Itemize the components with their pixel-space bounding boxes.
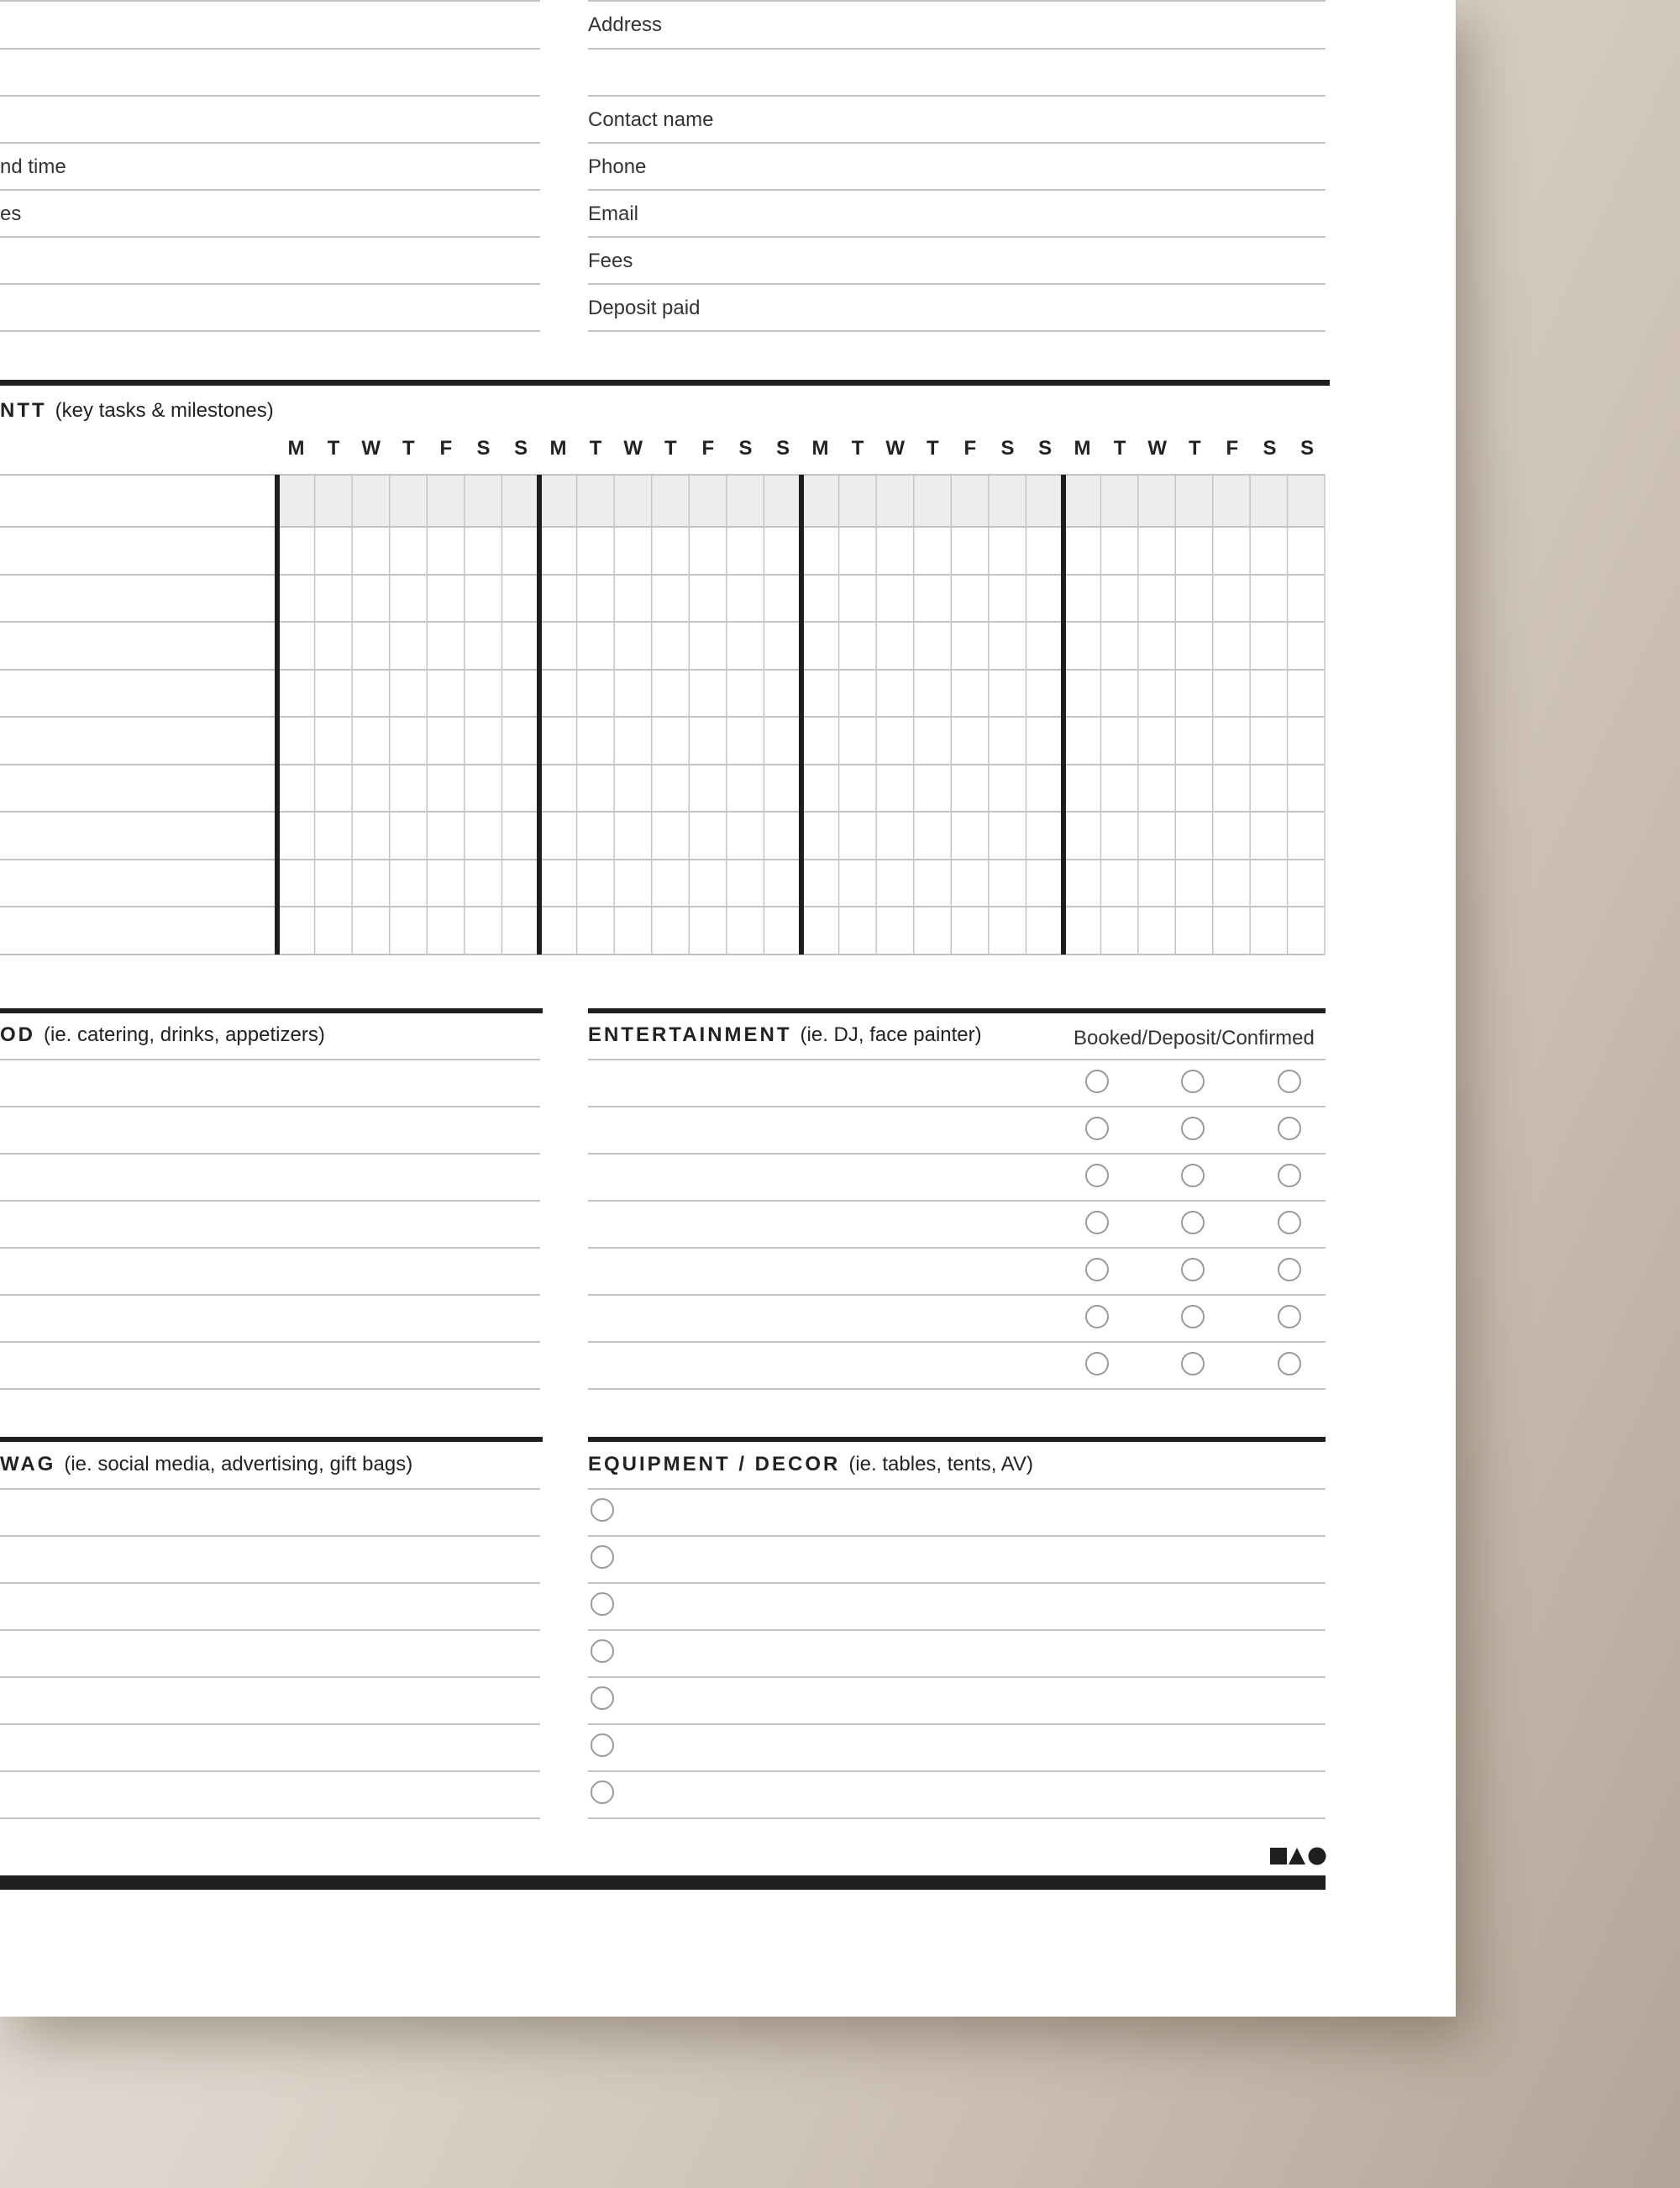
gantt-day-label: T [926,437,939,460]
status-column-header: Booked/Deposit/Confirmed [1074,1027,1315,1049]
equipment-check-circle[interactable] [591,1639,614,1663]
entertainment-line [588,1294,1326,1296]
gantt-day-label: T [851,437,864,460]
food-line [0,1059,540,1060]
left-field-label: es [0,202,22,225]
footer-bar [0,1875,1326,1890]
food-subtitle: (ie. catering, drinks, appetizers) [44,1023,325,1046]
deposit-status-circle[interactable] [1181,1211,1205,1234]
entertainment-line [588,1059,1326,1060]
swag-line [0,1629,540,1631]
equipment-line [588,1629,1326,1631]
confirmed-status-circle[interactable] [1278,1305,1301,1328]
deposit-status-circle[interactable] [1181,1117,1205,1140]
right-field-label: Email [588,202,639,225]
gantt-week-separator [537,475,542,955]
booked-status-circle[interactable] [1085,1211,1109,1234]
booked-status-circle[interactable] [1085,1164,1109,1187]
food-line [0,1153,540,1154]
gantt-week-separator [1061,475,1066,955]
deposit-status-circle[interactable] [1181,1258,1205,1281]
equipment-line [588,1723,1326,1725]
gantt-day-label: M [811,437,829,460]
equipment-line [588,1770,1326,1772]
gantt-day-label: S [1263,437,1277,460]
gantt-day-label: S [514,437,528,460]
confirmed-status-circle[interactable] [1278,1070,1301,1093]
right-field-label: Contact name [588,108,714,131]
booked-status-circle[interactable] [1085,1117,1109,1140]
confirmed-status-circle[interactable] [1278,1164,1301,1187]
swag-line [0,1535,540,1537]
gantt-day-label: M [287,437,305,460]
equipment-check-circle[interactable] [591,1686,614,1710]
food-line [0,1247,540,1249]
gantt-day-label: W [1147,437,1168,460]
deposit-status-circle[interactable] [1181,1070,1205,1093]
booked-status-circle[interactable] [1085,1352,1109,1375]
confirmed-status-circle[interactable] [1278,1211,1301,1234]
equipment-heading [588,1454,1033,1475]
equipment-check-circle[interactable] [591,1592,614,1616]
right-field-label: Fees [588,250,633,272]
food-title: OD [0,1023,35,1046]
entertainment-top-rule [588,1008,1326,1013]
swag-line [0,1817,540,1819]
equipment-check-circle[interactable] [591,1780,614,1804]
gantt-day-label: W [623,437,643,460]
gantt-week-separator [275,475,280,955]
swag-line [0,1582,540,1584]
gantt-day-label: S [476,437,491,460]
gantt-day-label: S [1300,437,1315,460]
left-field-label: nd time [0,155,66,178]
booked-status-circle[interactable] [1085,1070,1109,1093]
gantt-day-label: T [664,437,677,460]
gantt-day-label: W [885,437,906,460]
gantt-day-label: S [1038,437,1053,460]
booked-status-circle[interactable] [1085,1305,1109,1328]
equipment-line [588,1582,1326,1584]
gantt-day-label: T [589,437,602,460]
confirmed-status-circle[interactable] [1278,1352,1301,1375]
gantt-day-label: S [776,437,790,460]
confirmed-status-circle[interactable] [1278,1258,1301,1281]
entertainment-line [588,1153,1326,1154]
gantt-grid [0,0,1456,1008]
food-line [0,1388,540,1390]
swag-heading [0,1454,412,1475]
right-field-label: Phone [588,155,647,178]
gantt-subtitle: (key tasks & milestones) [55,399,274,422]
equipment-check-circle[interactable] [591,1733,614,1757]
gantt-day-label: M [549,437,567,460]
swag-title: WAG [0,1453,56,1475]
swag-top-rule [0,1437,543,1442]
equipment-line [588,1817,1326,1819]
booked-status-circle[interactable] [1085,1258,1109,1281]
food-line [0,1200,540,1202]
swag-subtitle: (ie. social media, advertising, gift bags) [64,1453,413,1475]
deposit-status-circle[interactable] [1181,1164,1205,1187]
food-line [0,1341,540,1343]
swag-line [0,1488,540,1490]
gantt-day-label: F [439,437,453,460]
gantt-day-label: S [738,437,753,460]
food-heading [0,1025,325,1045]
deposit-status-circle[interactable] [1181,1352,1205,1375]
gantt-day-label: T [402,437,415,460]
entertainment-line [588,1106,1326,1107]
swag-line [0,1676,540,1678]
equipment-subtitle: (ie. tables, tents, AV) [848,1453,1034,1475]
food-line [0,1106,540,1107]
gantt-day-label: M [1074,437,1091,460]
equipment-line [588,1488,1326,1490]
food-line [0,1294,540,1296]
equipment-line [588,1676,1326,1678]
swag-line [0,1770,540,1772]
equipment-check-circle[interactable] [591,1545,614,1569]
equipment-line [588,1535,1326,1537]
entertainment-line [588,1200,1326,1202]
entertainment-line [588,1388,1326,1390]
gantt-day-label: F [1226,437,1239,460]
gantt-day-label: F [701,437,715,460]
right-field-label: Deposit paid [588,297,701,319]
deposit-status-circle[interactable] [1181,1305,1205,1328]
square-triangle-circle-logo-icon [1270,1847,1327,1865]
food-top-rule [0,1008,543,1013]
gantt-day-label: F [963,437,977,460]
right-field-label: Address [588,13,663,36]
equipment-top-rule [588,1437,1326,1442]
equipment-check-circle[interactable] [591,1498,614,1522]
gantt-day-label: W [361,437,381,460]
gantt-day-label: T [327,437,340,460]
gantt-week-separator [799,475,804,955]
gantt-day-label: T [1113,437,1126,460]
entertainment-subtitle: (ie. DJ, face painter) [800,1023,982,1046]
entertainment-title: ENTERTAINMENT [588,1023,792,1046]
entertainment-line [588,1247,1326,1249]
entertainment-line [588,1341,1326,1343]
gantt-title: NTT [0,399,47,422]
confirmed-status-circle[interactable] [1278,1117,1301,1140]
gantt-day-label: S [1000,437,1015,460]
entertainment-heading [588,1025,982,1045]
equipment-title: EQUIPMENT / DECOR [588,1453,841,1475]
swag-line [0,1723,540,1725]
gantt-day-label: T [1188,437,1201,460]
